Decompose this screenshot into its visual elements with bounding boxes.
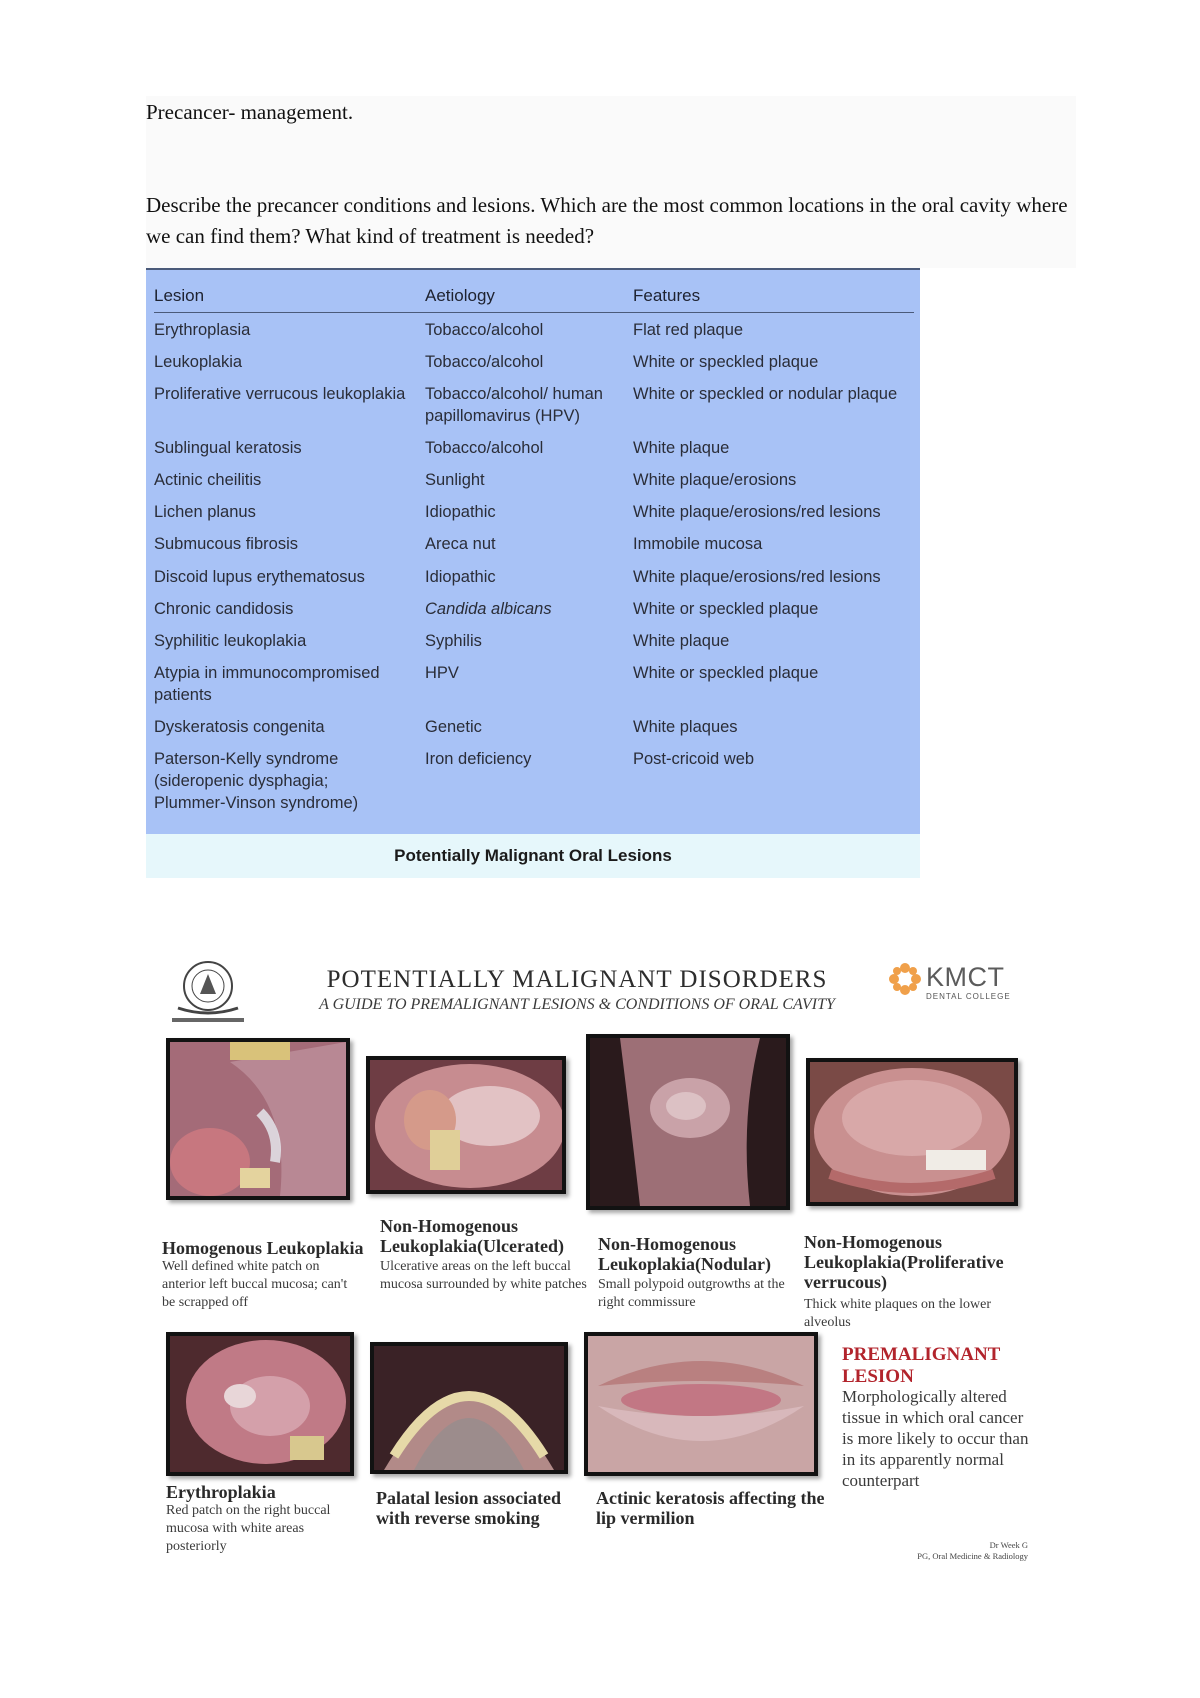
panel-4-description: Thick white plaques on the lower alveolus bbox=[804, 1297, 992, 1330]
poster-title: POTENTIALLY MALIGNANT DISORDERS bbox=[326, 966, 828, 993]
panel-6-title: Palatal lesion associated with reverse smoking bbox=[376, 1488, 561, 1528]
table-cell-lesion: Syphilitic leukoplakia bbox=[154, 632, 307, 650]
table-cell-features: Post-cricoid web bbox=[633, 750, 755, 768]
table-cell-features: White plaque/erosions bbox=[633, 471, 797, 489]
table-caption: Potentially Malignant Oral Lesions bbox=[394, 846, 672, 865]
lesion-table bbox=[146, 268, 920, 836]
table-cell-aetiology: Sunlight bbox=[425, 471, 485, 489]
panel-3-title: Non-Homogenous Leukoplakia(Nodular) bbox=[598, 1234, 772, 1274]
photo-homogenous-leukoplakia bbox=[166, 1038, 350, 1200]
table-cell-lesion: Discoid lupus erythematosus bbox=[154, 568, 365, 586]
photo-ulcerated-leukoplakia bbox=[366, 1056, 566, 1194]
table-cell-aetiology: Idiopathic bbox=[425, 503, 496, 521]
table-cell-aetiology: Areca nut bbox=[425, 535, 496, 553]
question-text: Describe the precancer conditions and lesions. Which are the most common locations in the oral cavity where we can find them? What kind of treatment is needed? bbox=[146, 193, 1068, 248]
table-cell-features: White plaque bbox=[633, 439, 730, 457]
table-cell-aetiology: HPV bbox=[425, 664, 459, 682]
credit-affiliation: PG, Oral Medicine & Radiology bbox=[917, 1551, 1028, 1561]
poster-credit bbox=[880, 1540, 1028, 1562]
panel-5-description: Red patch on the right buccal mucosa with white areas posteriorly bbox=[166, 1503, 331, 1554]
institution-emblem-icon bbox=[158, 956, 258, 1026]
table-cell-lesion: Actinic cheilitis bbox=[154, 471, 262, 489]
table-cell-aetiology: Idiopathic bbox=[425, 568, 496, 586]
table-cell-lesion: Erythroplasia bbox=[154, 321, 251, 339]
table-cell-lesion: Submucous fibrosis bbox=[154, 535, 298, 553]
table-cell-lesion: Paterson-Kelly syndrome (sideropenic dysphagia; Plummer-Vinson syndrome) bbox=[154, 750, 359, 812]
photo-palatal-lesion bbox=[370, 1342, 568, 1474]
table-cell-aetiology: Genetic bbox=[425, 718, 482, 736]
photo-erythroplakia bbox=[166, 1332, 354, 1476]
column-header-features: Features bbox=[633, 286, 701, 305]
table-cell-features: White or speckled plaque bbox=[633, 600, 819, 618]
photo-nodular-leukoplakia bbox=[586, 1034, 790, 1210]
table-cell-aetiology: Tobacco/alcohol bbox=[425, 353, 544, 371]
table-cell-lesion: Atypia in immunocompromised patients bbox=[154, 664, 380, 704]
table-cell-features: White plaques bbox=[633, 718, 738, 736]
table-cell-features: Flat red plaque bbox=[633, 321, 744, 339]
kmct-logo-subtext: DENTAL COLLEGE bbox=[926, 992, 1011, 1001]
document-title: Precancer- management. bbox=[146, 100, 354, 124]
table-cell-lesion: Dyskeratosis congenita bbox=[154, 718, 325, 736]
table-cell-features: Immobile mucosa bbox=[633, 535, 763, 553]
column-header-lesion: Lesion bbox=[154, 286, 205, 305]
table-cell-lesion: Chronic candidosis bbox=[154, 600, 294, 618]
definition-text: Morphologically altered tissue in which oral cancer is more likely to occur than in its apparently normal counterpart bbox=[842, 1387, 1029, 1490]
table-cell-features: White plaque/erosions/red lesions bbox=[633, 568, 881, 586]
header-divider bbox=[154, 312, 914, 313]
table-cell-aetiology: Tobacco/alcohol bbox=[425, 321, 544, 339]
column-header-aetiology: Aetiology bbox=[425, 286, 495, 305]
panel-2-description: Ulcerative areas on the left buccal mucosa surrounded by white patches bbox=[380, 1259, 587, 1292]
photo-proliferative-verrucous-leukoplakia bbox=[806, 1058, 1018, 1206]
definition-title: PREMALIGNANT LESION bbox=[842, 1344, 1000, 1387]
table-cell-lesion: Sublingual keratosis bbox=[154, 439, 302, 457]
table-cell-lesion: Lichen planus bbox=[154, 503, 256, 521]
table-cell-aetiology: Candida albicans bbox=[425, 600, 552, 618]
table-cell-features: White plaque bbox=[633, 632, 730, 650]
panel-2-title: Non-Homogenous Leukoplakia(Ulcerated) bbox=[380, 1216, 564, 1256]
poster-subtitle: A GUIDE TO PREMALIGNANT LESIONS & CONDITIONS OF ORAL CAVITY bbox=[319, 996, 835, 1013]
kmct-logo-text: KMCT bbox=[926, 962, 1005, 992]
table-cell-features: White or speckled plaque bbox=[633, 353, 819, 371]
credit-author: Dr Week G bbox=[989, 1540, 1028, 1550]
panel-3-description: Small polypoid outgrowths at the right commissure bbox=[598, 1277, 785, 1310]
panel-7-title: Actinic keratosis affecting the lip vermilion bbox=[596, 1488, 825, 1528]
table-cell-features: White or speckled or nodular plaque bbox=[633, 385, 898, 403]
table-cell-aetiology: Tobacco/alcohol bbox=[425, 439, 544, 457]
table-cell-lesion: Leukoplakia bbox=[154, 353, 243, 371]
table-cell-lesion: Proliferative verrucous leukoplakia bbox=[154, 385, 406, 403]
panel-1-title: Homogenous Leukoplakia bbox=[162, 1238, 364, 1258]
table-cell-aetiology: Iron deficiency bbox=[425, 750, 532, 768]
panel-5-title: Erythroplakia bbox=[166, 1482, 276, 1502]
table-cell-aetiology: Tobacco/alcohol/ human papillomavirus (HPV) bbox=[425, 385, 603, 425]
panel-1-description: Well defined white patch on anterior left buccal mucosa; can't be scrapped off bbox=[162, 1259, 348, 1310]
table-cell-aetiology: Syphilis bbox=[425, 632, 482, 650]
table-cell-features: White plaque/erosions/red lesions bbox=[633, 503, 881, 521]
panel-4-title: Non-Homogenous Leukoplakia(Proliferative verrucous) bbox=[804, 1232, 1004, 1292]
photo-actinic-keratosis bbox=[584, 1332, 818, 1476]
kmct-flower-icon bbox=[888, 962, 922, 996]
table-cell-features: White or speckled plaque bbox=[633, 664, 819, 682]
